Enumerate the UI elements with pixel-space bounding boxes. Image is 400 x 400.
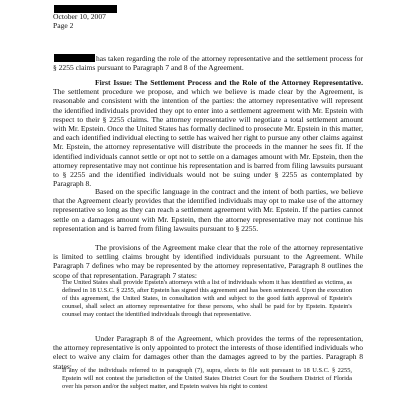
letter-date: October 10, 2007: [53, 12, 106, 21]
paragraph-contract-language-text: Based on the specific language in the contract and the intent of both parties, we believe that the Agreement clearly provides that the identified individuals may opt to make use of the attorney representative so long as they can reach a settlement agreement with Mr. Epstein. If the parties cannot settle on a damages amount with Mr. Epstein, then the attorney representative may not continue his representation and is barred from filing lawsuits pursuant to § 2255.: [53, 187, 363, 233]
paragraph-intro: [53, 54, 363, 72]
page-number: Page 2: [53, 21, 74, 30]
quote-paragraph-8-text: If any of the individuals referred to in paragraph (7), supra, elects to file suit pursuant to 18 U.S.C. § 2255, Epstein will not contest the jurisdiction of the United States District Court for the Southern District of Florida over his person and/or the subject matter, and Epstein waives his right to contest: [62, 367, 352, 391]
paragraph-intro-text: has taken regarding the role of the attorney representative and the settlement process for § 2255 claims pursuant to Paragraph 7 and 8 of the Agreement.: [53, 54, 363, 73]
quote-paragraph-7: [62, 279, 352, 319]
paragraph-provisions: [53, 243, 363, 280]
paragraph-first-issue-text: [53, 78, 363, 188]
paragraph-first-issue: [53, 78, 363, 188]
quote-paragraph-8: [62, 367, 352, 391]
paragraph-provisions-text: The provisions of the Agreement make clear that the role of the attorney representative is limited to settling claims brought by identified individuals pursuant to the Agreement. While Paragraph 7 defines who may be represented by the attorney representative, Paragraph 8 outlines the scope of that representation. Paragraph 7 states:: [53, 243, 363, 280]
first-issue-heading: First Issue: The Settlement Process and the Role of the Attorney Representative.: [95, 78, 363, 87]
paragraph-8-intro-text: Under Paragraph 8 of the Agreement, which provides the terms of the representation, the attorney representative is only appointed to protect the interests of those identified individuals who elect to waive any claim for damages other than the damages agreed to by the parties. Paragraph 8 states:: [53, 334, 363, 371]
paragraph-8-intro: [53, 334, 363, 371]
quote-paragraph-7-text: The United States shall provide Epstein's attorneys with a list of individuals whom it has identified as victims, as defined in 18 U.S.C. § 2255, after Epstein has signed this agreement and has been sentenced. Upon the execution of this agreement, the United States, in consultation with and subject to the good faith approval of Epstein's counsel, shall select an attorney representative for these persons, who shall be paid for by Epstein. Epstein's counsel may contact the identified individuals through that representative.: [62, 279, 352, 319]
paragraph-contract-language: [53, 187, 363, 233]
first-issue-body: The settlement procedure we propose, and which we believe is made clear by the Agreement, is reasonable and consistent with the intention of the parties: the attorney representative will represent the identified individuals provided they opt to enter into a settlement agreement with Mr. Epstein with respect to their § 2255 claims. The attorney representative will negotiate a total settlement amount with Mr. Epstein. Once the United States has formally declined to prosecute Mr. Epstein in this matter, and each identified individual electing to settle has waived her right to pursue any other claims against Mr. Epstein, the attorney representative will distribute the proceeds in the manner he sees fit. If the identified individuals cannot settle or opt not to settle on a damages amount with Mr. Epstein, then the attorney representative may not continue his representation and is barred from filing lawsuits pursuant to § 2255 and the identified individuals would not be suing under § 2255 as contemplated by Paragraph 8.: [53, 87, 363, 189]
